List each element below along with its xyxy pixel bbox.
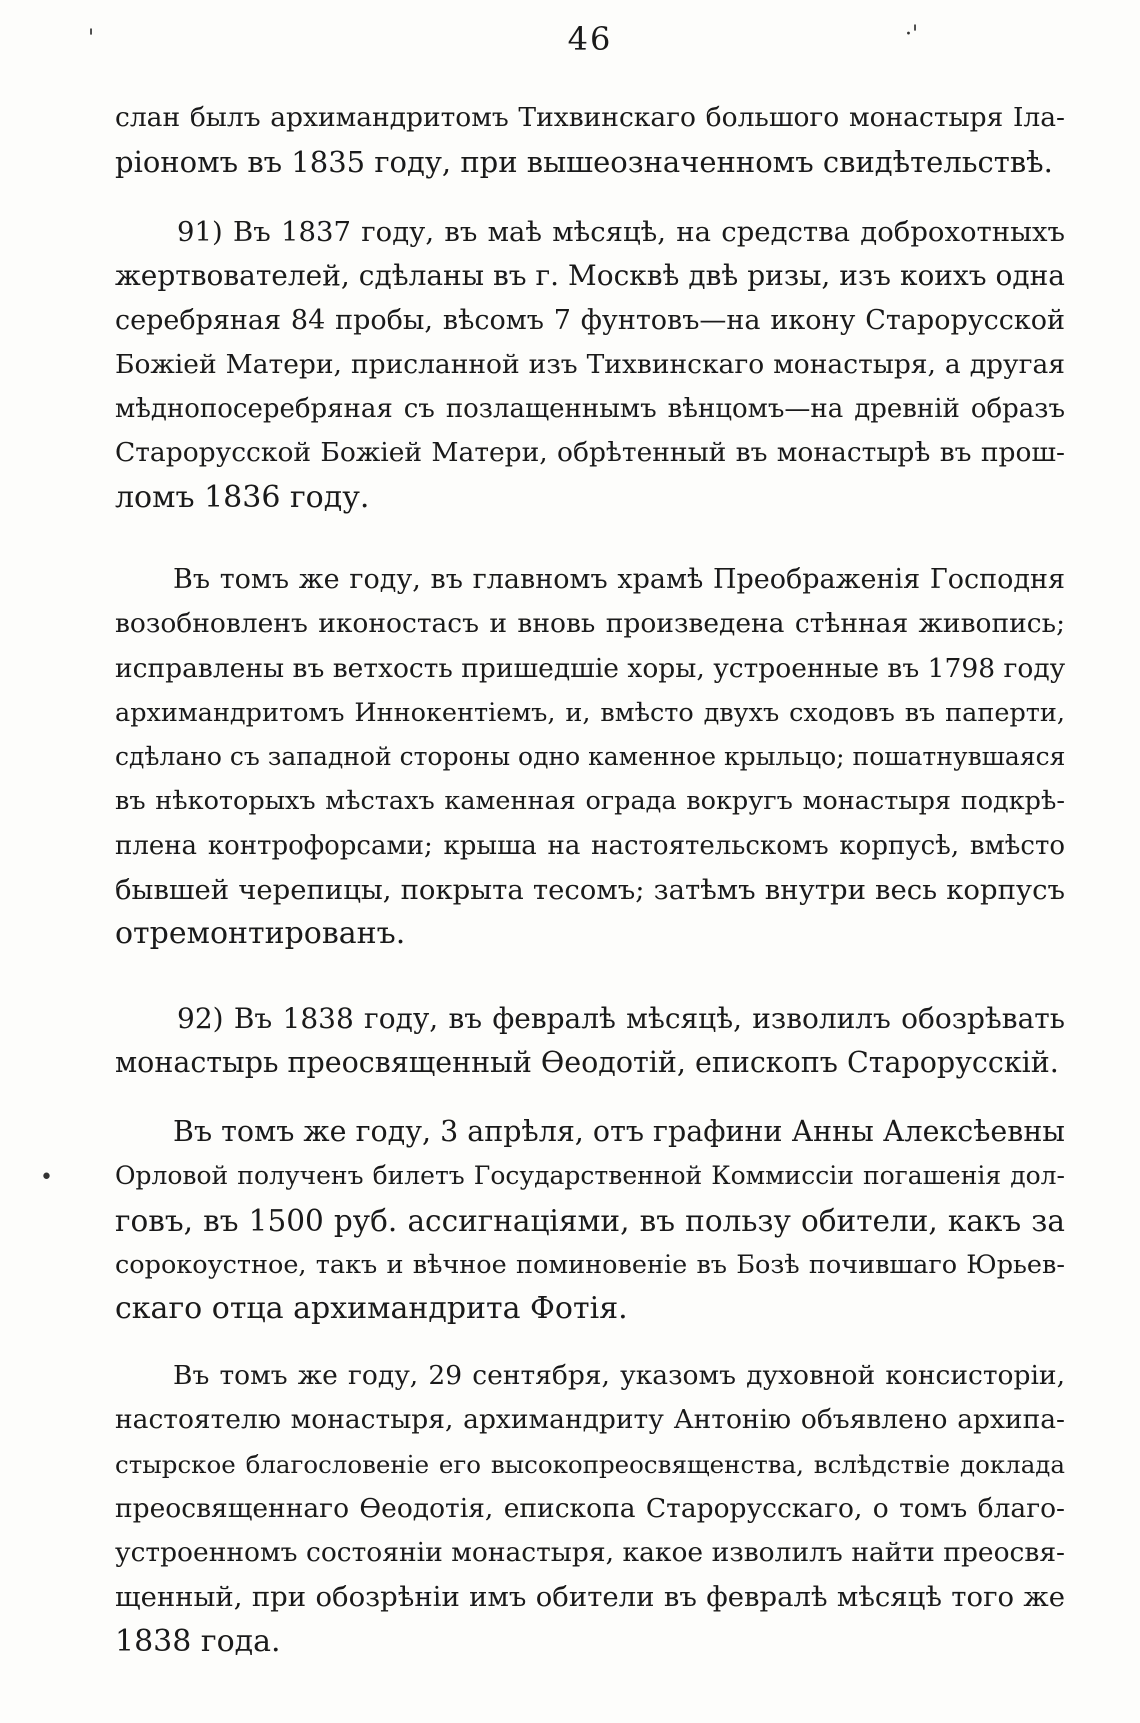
text-line: возобновленъ иконостасъ и вновь произведена стѣнная живопись; [115,608,1065,640]
text-line: настоятелю монастыря, архимандриту Антонію объявлено архипа- [115,1404,1065,1436]
text-line: скаго отца архимандрита Фотія. [115,1291,628,1327]
text-line: исправлены въ ветхость пришедшіе хоры, устроенные въ 1798 году [115,652,1066,684]
text-line: Орловой полученъ билетъ Государственной Коммиссіи погашенія дол- [115,1161,1065,1191]
text-line: 1838 года. [115,1623,281,1659]
paragraph-consistory-decree [115,1354,1065,1664]
text-line: бывшей черепицы, покрыта тесомъ; затѣмъ внутри весь корпусъ [115,874,1065,907]
text-line: ломъ 1836 году. [115,479,370,515]
print-speck: ' [88,26,95,51]
text-line: архимандритомъ Иннокентіемъ, и, вмѣсто двухъ сходовъ въ паперти, [115,697,1065,728]
text-line: щенный, при обозрѣніи имъ обители въ февралѣ мѣсяцѣ того же [115,1581,1065,1614]
page-number: 46 [567,20,613,58]
paragraph-orlova-ticket [115,1110,1065,1331]
text-line: ріономъ въ 1835 году, при вышеозначенномъ свидѣтельствѣ. [115,145,1053,180]
text-line: 92) Въ 1838 году, въ февралѣ мѣсяцѣ, изволилъ обозрѣвать [177,1002,1065,1035]
text-line: мѣднопосеребряная съ позлащеннымъ вѣнцомъ—на древній образъ [115,394,1065,425]
text-line: Божіей Матери, присланной изъ Тихвинскаго монастыря, а другая [115,348,1065,380]
text-line: сорокоустное, такъ и вѣчное поминовеніе въ Бозѣ почившаго Юрьев- [115,1249,1065,1280]
text-line: серебряная 84 пробы, вѣсомъ 7 фунтовъ—на икону Старорусской [115,304,1065,336]
text-line: Въ томъ же году, въ главномъ храмѣ Преображенія Господня [173,564,1065,595]
text-line: въ нѣкоторыхъ мѣстахъ каменная ограда вокругъ монастыря подкрѣ- [115,786,1065,817]
print-speck: ·' [905,22,919,47]
paragraph-item-92 [115,997,1065,1086]
text-line: отремонтированъ. [115,916,406,952]
text-line: слан былъ архимандритомъ Тихвинскаго большого монастыря Іла- [115,102,1065,133]
text-line: говъ, въ 1500 руб. ассигнаціями, въ пользу обители, какъ за [115,1203,1065,1238]
text-line: стырское благословеніе его высокопреосвященства, вслѣдствіе доклада [115,1449,1065,1479]
text-line: преосвященнаго Ѳеодотія, епископа Старорусскаго, о томъ благо- [115,1492,1065,1524]
text-line: Въ томъ же году, 29 сентября, указомъ духовной консисторіи, [173,1360,1065,1391]
paragraph-1837-repairs [115,558,1065,957]
paragraph-continuation [115,96,1065,185]
paragraph-item-91 [115,210,1065,520]
text-line: сдѣлано съ западной стороны одно каменное крыльцо; пошатнувшаяся [115,742,1066,772]
text-line: монастырь преосвященный Ѳеодотій, епископъ Старорусскій. [115,1046,1059,1080]
text-line: Въ томъ же году, 3 апрѣля, отъ графини Анны Алексѣевны [173,1115,1065,1148]
text-line: плена контрофорсами; крыша на настоятельскомъ корпусѣ, вмѣсто [115,830,1065,861]
text-line: 91) Въ 1837 году, въ маѣ мѣсяцѣ, на средства доброхотныхъ [177,216,1065,248]
text-line: устроенномъ состояніи монастыря, какое изволилъ найти преосвя- [115,1537,1065,1569]
text-line: Старорусской Божіей Матери, обрѣтенный въ монастырѣ въ прош- [115,437,1065,469]
print-speck: • [40,1165,53,1190]
text-line: жертвователей, сдѣланы въ г. Москвѣ двѣ ризы, изъ коихъ одна [115,259,1065,293]
